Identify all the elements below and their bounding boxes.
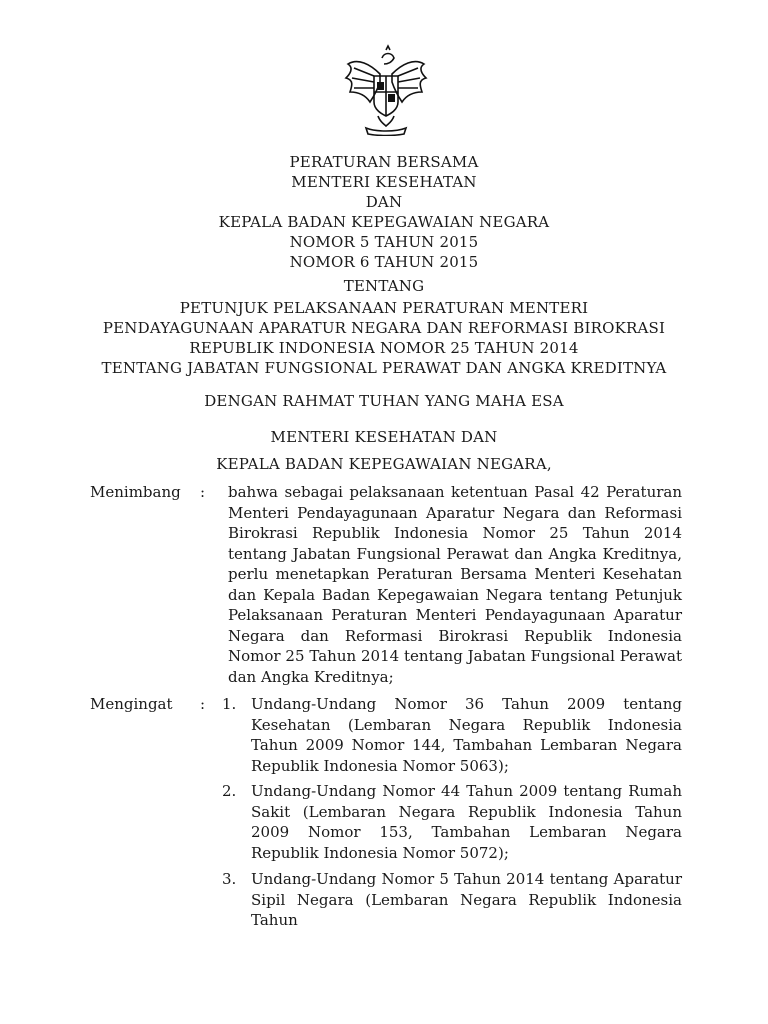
list-item-number: 3.	[222, 870, 237, 888]
menimbang-label: Menimbang	[90, 483, 181, 501]
subject-line: PETUNJUK PELAKSANAAN PERATURAN MENTERI	[179, 299, 589, 317]
regulation-title	[60, 152, 708, 272]
issuer-block	[60, 424, 708, 478]
title-line: DAN	[365, 193, 403, 211]
list-item: Undang-Undang Nomor 36 Tahun 2009 tentang Kesehatan (Lembaran Negara Republik Indonesia Tahun 2009 Nomor 144, Tambahan Lembaran Negara Republik Indonesia Nomor 5063);	[251, 695, 682, 775]
mengingat-label: Mengingat	[90, 695, 173, 713]
title-line: PERATURAN BERSAMA	[289, 153, 479, 171]
list-item-number: 2.	[222, 782, 237, 800]
issuer-line: MENTERI KESEHATAN DAN	[270, 428, 498, 446]
list-item: Undang-Undang Nomor 5 Tahun 2014 tentang Aparatur Sipil Negara (Lembaran Negara Republik Indonesia Tahun	[251, 870, 682, 929]
regulation-subject	[60, 298, 708, 378]
subject-line: REPUBLIK INDONESIA NOMOR 25 TAHUN 2014	[189, 339, 579, 357]
title-line: KEPALA BADAN KEPEGAWAIAN NEGARA	[218, 213, 550, 231]
blessing-line: DENGAN RAHMAT TUHAN YANG MAHA ESA	[204, 392, 564, 410]
mengingat-colon: :	[200, 695, 206, 713]
garuda-emblem-icon	[340, 44, 432, 136]
menimbang-colon: :	[200, 483, 206, 501]
menimbang-text: bahwa sebagai pelaksanaan ketentuan Pasal 42 Peraturan Menteri Pendayagunaan Aparatur Negara dan Reformasi Birokrasi Republik Indonesia Nomor 25 Tahun 2014 tentang Jabatan Fungsional Perawat dan Angka Kreditnya, perlu menetapkan Peraturan Bersama Menteri Kesehatan dan Kepala Badan Kepegawaian Negara tentang Petunjuk Pelaksanaan Peraturan Menteri Pendayagunaan Aparatur Negara dan Reformasi Birokrasi Republik Indonesia Nomor 25 Tahun 2014 tentang Jabatan Fungsional Perawat dan Angka Kreditnya;	[228, 483, 682, 686]
title-line: NOMOR 6 TAHUN 2015	[289, 253, 479, 271]
list-item: Undang-Undang Nomor 44 Tahun 2009 tentang Rumah Sakit (Lembaran Negara Republik Indonesia Tahun 2009 Nomor 153, Tambahan Lembaran Negara Republik Indonesia Nomor 5072);	[251, 782, 682, 862]
subject-line: TENTANG JABATAN FUNGSIONAL PERAWAT DAN ANGKA KREDITNYA	[101, 359, 667, 377]
tentang-heading: TENTANG	[343, 277, 425, 295]
list-item-number: 1.	[222, 695, 237, 713]
title-line: NOMOR 5 TAHUN 2015	[289, 233, 479, 251]
subject-line: PENDAYAGUNAAN APARATUR NEGARA DAN REFORMASI BIROKRASI	[102, 319, 666, 337]
title-line: MENTERI KESEHATAN	[291, 173, 477, 191]
issuer-line: KEPALA BADAN KEPEGAWAIAN NEGARA,	[216, 455, 552, 473]
